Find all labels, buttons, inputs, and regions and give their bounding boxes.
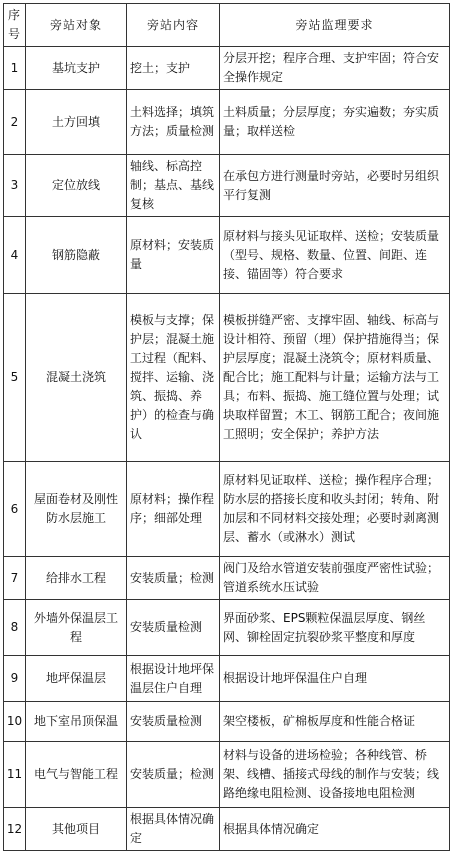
cell-requirements: 根据设计地坪保温住户自理: [220, 656, 450, 702]
cell-object: 屋面卷材及刚性防水层施工: [26, 462, 127, 557]
cell-requirements: 原材料见证取样、送检；操作程序合理；防水层的搭接长度和收头封闭；转角、附加层和不同材料交接处理；必要时剥离测层、蓄水（或淋水）测试: [220, 462, 450, 557]
cell-no: 6: [4, 462, 26, 557]
cell-no: 5: [4, 294, 26, 462]
table-row: [4, 600, 450, 656]
cell-content: 安装质量；检测: [127, 742, 220, 808]
supervision-table: [3, 3, 450, 851]
cell-object: 基坑支护: [26, 47, 127, 90]
table-row: [4, 702, 450, 742]
table-header-row: [4, 4, 450, 47]
cell-content: 根据设计地坪保温层住户自理: [127, 656, 220, 702]
table-row: [4, 217, 450, 294]
table-row: [4, 294, 450, 462]
cell-object: 给排水工程: [26, 557, 127, 600]
cell-requirements: 分层开挖；程序合理、支护牢固；符合安全操作规定: [220, 47, 450, 90]
cell-content: 根据具体情况确定: [127, 808, 220, 851]
cell-requirements: 模板拼缝严密、支撑牢固、轴线、标高与设计相符、预留（埋）保护措施得当；保护层厚度；混凝土浇筑令；原材料质量、配合比；施工配料与计量；运输方法与工具；布料、振捣、施工缝位置与处理；试块取样留置；木工、钢筋工配合；夜间施工照明；安全保护；养护方法: [220, 294, 450, 462]
cell-no: 10: [4, 702, 26, 742]
cell-object: 地坪保温层: [26, 656, 127, 702]
cell-content: 模板与支撑；保护层；混凝土施工过程（配料、搅拌、运输、浇筑、振捣、养护）的检查与确认: [127, 294, 220, 462]
cell-content: 土料选择；填筑方法；质量检测: [127, 90, 220, 155]
table-row: [4, 47, 450, 90]
cell-no: 7: [4, 557, 26, 600]
cell-no: 2: [4, 90, 26, 155]
cell-requirements: 在承包方进行测量时旁站，必要时另组织平行复测: [220, 155, 450, 217]
cell-no: 11: [4, 742, 26, 808]
cell-no: 12: [4, 808, 26, 851]
cell-content: 安装质量；检测: [127, 557, 220, 600]
cell-requirements: 材料与设备的进场检验；各种线管、桥架、线槽、插接式母线的制作与安装；线路绝缘电阻检测、设备接地电阻检测: [220, 742, 450, 808]
cell-object: 地下室吊顶保温: [26, 702, 127, 742]
cell-object: 混凝土浇筑: [26, 294, 127, 462]
cell-no: 4: [4, 217, 26, 294]
cell-requirements: 土料质量；分层厚度；夯实遍数；夯实质量；取样送检: [220, 90, 450, 155]
cell-requirements: 架空楼板，矿棉板厚度和性能合格证: [220, 702, 450, 742]
table-row: [4, 557, 450, 600]
cell-object: 土方回填: [26, 90, 127, 155]
header-no: 序号: [4, 4, 26, 47]
cell-no: 9: [4, 656, 26, 702]
cell-content: 原材料；操作程序；细部处理: [127, 462, 220, 557]
header-object: 旁站对象: [26, 4, 127, 47]
cell-requirements: 阀门及给水管道安装前强度严密性试验；管道系统水压试验: [220, 557, 450, 600]
cell-no: 3: [4, 155, 26, 217]
document-page: [3, 3, 450, 851]
cell-content: 安装质量检测: [127, 600, 220, 656]
header-requirements: 旁站监理要求: [220, 4, 450, 47]
cell-requirements: 原材料与接头见证取样、送检；安装质量（型号、规格、数量、位置、间距、连接、锚固等）符合要求: [220, 217, 450, 294]
cell-object: 其他项目: [26, 808, 127, 851]
cell-object: 外墙外保温层工程: [26, 600, 127, 656]
cell-object: 电气与智能工程: [26, 742, 127, 808]
cell-content: 原材料；安装质量: [127, 217, 220, 294]
cell-object: 钢筋隐蔽: [26, 217, 127, 294]
cell-no: 1: [4, 47, 26, 90]
cell-requirements: 界面砂浆、EPS颗粒保温层厚度、钢丝网、铆栓固定抗裂砂浆平整度和厚度: [220, 600, 450, 656]
table-row: [4, 155, 450, 217]
table-row: [4, 742, 450, 808]
cell-requirements: 根据具体情况确定: [220, 808, 450, 851]
cell-content: 轴线、标高控制；基点、基线复核: [127, 155, 220, 217]
table-row: [4, 90, 450, 155]
table-row: [4, 808, 450, 851]
cell-content: 安装质量检测: [127, 702, 220, 742]
header-content: 旁站内容: [127, 4, 220, 47]
cell-content: 挖土；支护: [127, 47, 220, 90]
table-row: [4, 462, 450, 557]
cell-no: 8: [4, 600, 26, 656]
table-row: [4, 656, 450, 702]
cell-object: 定位放线: [26, 155, 127, 217]
